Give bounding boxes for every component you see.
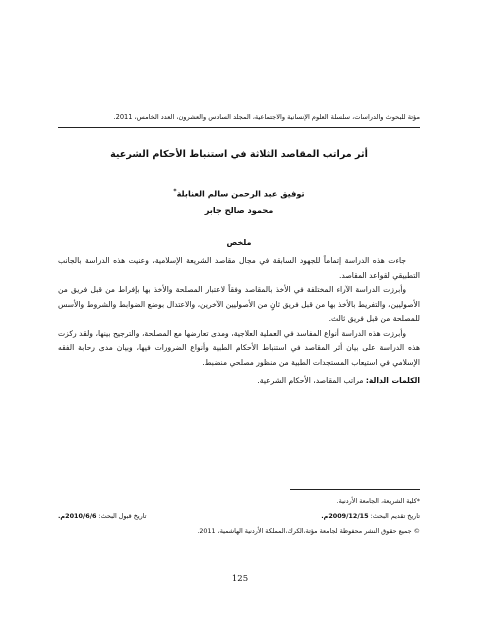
author-1-footnote-mark: * xyxy=(173,188,177,195)
footnotes xyxy=(58,494,420,539)
submission-date-value: 2009/12/15م. xyxy=(321,512,369,520)
footnote-affiliation xyxy=(58,494,420,509)
footnote-divider xyxy=(290,489,420,490)
keywords-label: الكلمات الدالة: xyxy=(365,376,420,385)
footnote-dates xyxy=(58,509,420,524)
page-number: 125 xyxy=(231,574,249,584)
author-1-name: توفيق عبد الرحمن سالم العنابلة xyxy=(176,188,305,199)
abstract-heading: ملخص xyxy=(226,238,252,247)
acceptance-label: تاريخ قبول البحث: xyxy=(98,512,147,520)
author-1 xyxy=(58,188,420,199)
footnote-copyright: © جميع حقوق النشر محفوظة لجامعة مؤتة،الكرك،المملكة الأردنية الهاشمية، 2011. xyxy=(197,527,420,535)
abstract-paragraph-2: وأبرزت الدراسة الآراء المختلفة في الأخذ بالمقاصد وفقاً لاعتبار المصلحة والأخذ بها بإفراط من قبل فريق من الأصوليين، والتفريط بالأخذ بها من قبل فريق ثانٍ من الأصوليين الآخرين، والاعتدال بوضع الضوابط والشروط والأسس للمصلحة من قبل فريق ثالث. xyxy=(58,285,420,323)
affiliation-mark: * xyxy=(416,497,420,505)
submission-label: تاريخ تقديم البحث: xyxy=(370,512,420,520)
author-2-name: محمود صالح جابر xyxy=(204,205,274,215)
abstract-paragraph-3: وأبرزت هذه الدراسة أنواع المفاسد في العملية العلاجية، ومدى تعارضها مع المصلحة، والترجيح بينها، ولقد ركزت هذه الدراسة على بيان أثر المقاصد في استنباط الأحكام الطبية وأنواع الضرورات فيها، وبيان مدى رحابة الفقه الإسلامي في استيعاب المستجدات الطبية من منظور مصلحي منضبط. xyxy=(58,328,420,367)
abstract-paragraph-1: جاءت هذه الدراسة إتماماً للجهود السابقة في مجال مقاصد الشريعة الإسلامية، وعنيت هذه الدراسة بالجانب التطبيقي لقواعد المقاصد. xyxy=(58,256,420,280)
header-divider xyxy=(58,127,420,128)
paper-title: أثر مراتب المقاصد الثلاثة في استنباط الأحكام الشرعية xyxy=(110,149,368,160)
abstract-body xyxy=(58,254,420,370)
journal-header: مؤتة للبحوث والدراسات، سلسلة العلوم الإنسانية والاجتماعية، المجلد السادس والعشرون، العدد الخامس، 2011. xyxy=(113,113,420,121)
acceptance-date xyxy=(58,509,146,524)
keywords-value: مراتب المقاصد، الأحكام الشرعية. xyxy=(257,376,364,385)
affiliation-text: كلية الشريعة، الجامعة الأردنية. xyxy=(336,497,417,505)
submission-date xyxy=(321,509,420,524)
author-2 xyxy=(58,205,420,215)
keywords xyxy=(58,376,420,385)
acceptance-date-value: 2010/6/6م. xyxy=(58,512,97,520)
